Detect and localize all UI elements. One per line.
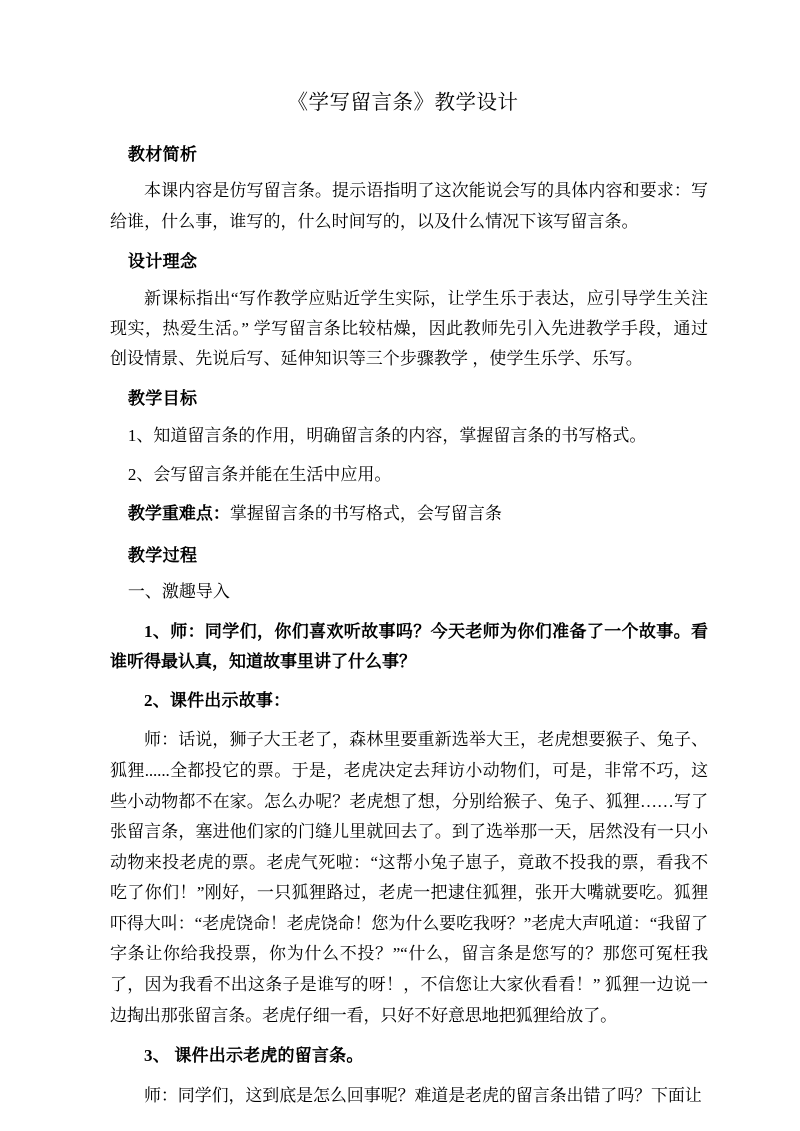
objective-item-1: 1、知道留言条的作用，明确留言条的内容，掌握留言条的书写格式。: [127, 425, 647, 445]
section-heading-design-concept: 设计理念: [127, 251, 198, 271]
section-heading-teaching-objectives: 教学目标: [127, 389, 198, 409]
key-difficulty-label: 教学重难点：: [127, 504, 230, 524]
process-step-3-text: 师：同学们，这到底是怎么回事呢？难道是老虎的留言条出错了吗？下面让: [144, 1085, 702, 1105]
section-heading-teaching-material: 教材简析: [127, 144, 198, 164]
objective-item-2: 2、会写留言条并能在生活中应用。: [127, 465, 392, 485]
key-difficulty-text: 掌握留言条的书写格式，会写留言条: [229, 504, 502, 524]
process-step-1: 1、师：同学们，你们喜欢听故事吗？今天老师为你们准备了一个故事。看谁听得最认真，知道故事里讲了什么事？: [110, 621, 708, 671]
process-part-one: 一、激趣导入: [127, 582, 230, 602]
page-title: 《学写留言条》教学设计: [287, 92, 519, 114]
process-step-3-heading: 3、 课件出示老虎的留言条。: [144, 1046, 364, 1066]
paragraph-teaching-material: 本课内容是仿写留言条。提示语指明了这次能说会写的具体内容和要求：写给谁，什么事，谁写的，什么时间写的，以及什么情况下该写留言条。: [110, 181, 708, 231]
section-heading-teaching-process: 教学过程: [127, 545, 198, 565]
process-step-2-story: 师：话说，狮子大王老了，森林里要重新选举大王，老虎想要猴子、兔子、狐狸......全都投它的票。于是，老虎决定去拜访小动物们，可是，非常不巧，这些小动物都不在家。怎么办呢？老虎想了想，分别给猴子、兔子、狐狸……写了张留言条，塞进他们家的门缝儿里就回去了。到了选举那一天，居然没有一只小动物来投老虎的票。老虎气死啦：“这帮小兔子崽子，竟敢不投我的票，看我不吃了你们！”刚好，一只狐狸路过，老虎一把逮住狐狸，张开大嘴就要吃。狐狸吓得大叫：“老虎饶命！老虎饶命！您为什么要吃我呀？”老虎大声吼道：“我留了字条让你给我投票，你为什么不投？”“什么，留言条是您写的？那您可冤枉我了，因为我看不出这条子是谁写的呀！，不信您让大家伙看看！” 狐狸一边说一边掏出那张留言条。老虎仔细一看，只好不好意思地把狐狸给放了。: [110, 730, 708, 1025]
paragraph-design-concept: 新课标指出“写作教学应贴近学生实际，让学生乐于表达，应引导学生关注现实，热爱生活。” 学写留言条比较枯燥，因此教师先引入先进教学手段，通过创设情景、先说后写、延伸知识等三个步骤教学 ，使学生乐学、乐写。: [110, 288, 708, 369]
key-difficulty-line: [110, 499, 708, 529]
process-step-2-heading: 2、课件出示故事：: [144, 691, 291, 711]
